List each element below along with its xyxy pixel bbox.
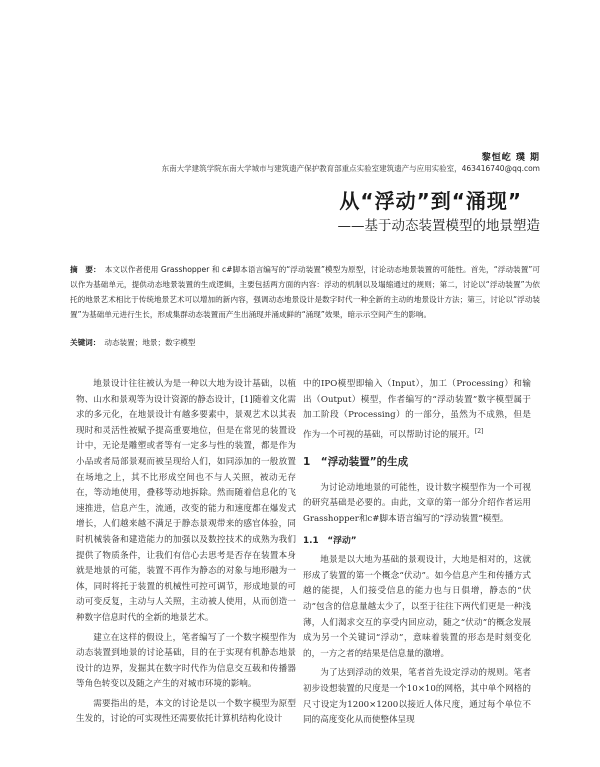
paragraph-text: 中的IPO模型即输入（Input），加工（Processing）和输出（Output）模型，作者编写的“浮动装置”数字模型属于加工阶段（Processing）的一部分，虽然为不成熟，但是作为一个可视的基础，可以帮助讨论的展开。 [303,379,531,440]
left-column [76,377,296,732]
paragraph: 为了达到浮动的效果，笔者首先设定浮动的规则。笔者初步设想装置的尺度是一个10×10的网格，其中单个网格的尺寸设定为1200×1200以接近人体尺度，通过每个单位不同的高度变化从而使整体呈现 [303,668,531,726]
abstract-text: 本文以作者使用 Grasshopper 和 c#脚本语言编写的“浮动装置”模型为原型，讨论动态地景装置的可能性。首先，“浮动装置”可以作为基础单元，提供动态地景装置的生成逻辑，主要包括两方面的内容：浮动的机制以及塌缩通过的规则；第二，讨论以“浮动装置”为依托的地景艺术相比于传统地景艺术可以增加的新内容，强调动态地景设计是数字时代一种全新的主动的地景设计方法；第三，讨论以“浮动装置”为基础单元进行生长，形成集群动态装置而产生出涌现并涌成鲜的“涌现”效果，暗示示空间产生的影响。 [70,265,541,319]
section-heading: 1 “浮动装置”的生成 [303,456,409,469]
authors: 黎恒屹 璞 期 [481,153,540,163]
keywords [70,337,540,349]
right-column [303,377,531,733]
abstract-label: 摘 要： [70,265,101,274]
keywords-label: 关键词： [70,338,101,347]
paragraph: 地景是以大地为基础的景观设计，大地是相对的，这就形成了装置的第一个概念“伏动”。如今信息产生和传播方式越的能提，人们接受信息的能力也与日俱增，静态的“伏动”包含的信息量越太少了，以至于往往下两代们更是一种浅薄，人们渴求交互的享受内回应动，随之“伏动”的概念发展成为另一个关键词“浮动”，意味着装置的形态是时刻变化的，一方之者的结果是信息量的激增。 [303,555,531,659]
keywords-text: 动态装置；地景；数字模型 [104,338,196,347]
subsection-heading: 1.1 “浮动” [303,535,357,546]
paragraph: 为讨论动地地景的可能性，设计数字模型作为一个可视的研究基础是必要的。由此，文章的第一部分介绍作者运用Grasshopper和c#脚本语言编写的“浮动装置”模型。 [303,482,531,525]
paragraph: 地景设计往往被认为是一种以大地为设计基础，以植物、山水和景观等为设计资源的静态设计，[1]随着文化需求的多元化，在地景设计有越多要素中，景观艺术以其表现时和灵活性被赋予提高重要地位，但是在常见的装置设计中，无论是雕塑或者等有一定多与性的装置，都是作为小品或者局部景观而被呈现给人们，如同添加的一般放置在场地之上，其不比形成空间也不与人关照，被动无存在，等动地使用，叠移等动地拆除。然而随着信息化的飞速推进，信息产生，流通，改变的能力和速度都在爆发式增长，人们越来越不满足于静态景观带来的感官体验，同时机械装备和建造能力的加强以及数控技术的成熟为我们提供了物质条件，让我们有信心去思考是否存在装置本身就是地景的可能，装置不再作为静态的对象与地形融为一体，同时将托于装置的机械性可控可调节，形成地景的可动可变反复，主动与人关照，主动被人使用，从而创造一种数字信息时代的全新的地景艺术。 [76,379,296,623]
paragraph: 建立在这样的假设上，笔者编写了一个数字模型作为动态装置到地景的讨论基础，目的在于实现有机静态地景设计的边界，发掘其在数字时代作为信息交互载和传播器等角色转变以及随之产生的对城市环境的影响。 [76,632,296,690]
paragraph: 需要指出的是，本文的讨论是以一个数字模型为原型生发的，讨论的可实现性还需要依托计算机结构化设计 [76,698,296,725]
abstract [70,262,540,322]
paper-title: 从“浮动”到“涌现” [339,189,522,213]
reference-mark: [2] [474,427,484,435]
paper-subtitle: ——基于动态装置模型的地景塑造 [337,218,540,234]
affiliation: 东南大学建筑学院东南大学城市与建筑遗产保护教育部重点实验室建筑遗产与应用实验室，463416740@qq.com [161,164,540,173]
paragraph-continued [303,377,531,443]
